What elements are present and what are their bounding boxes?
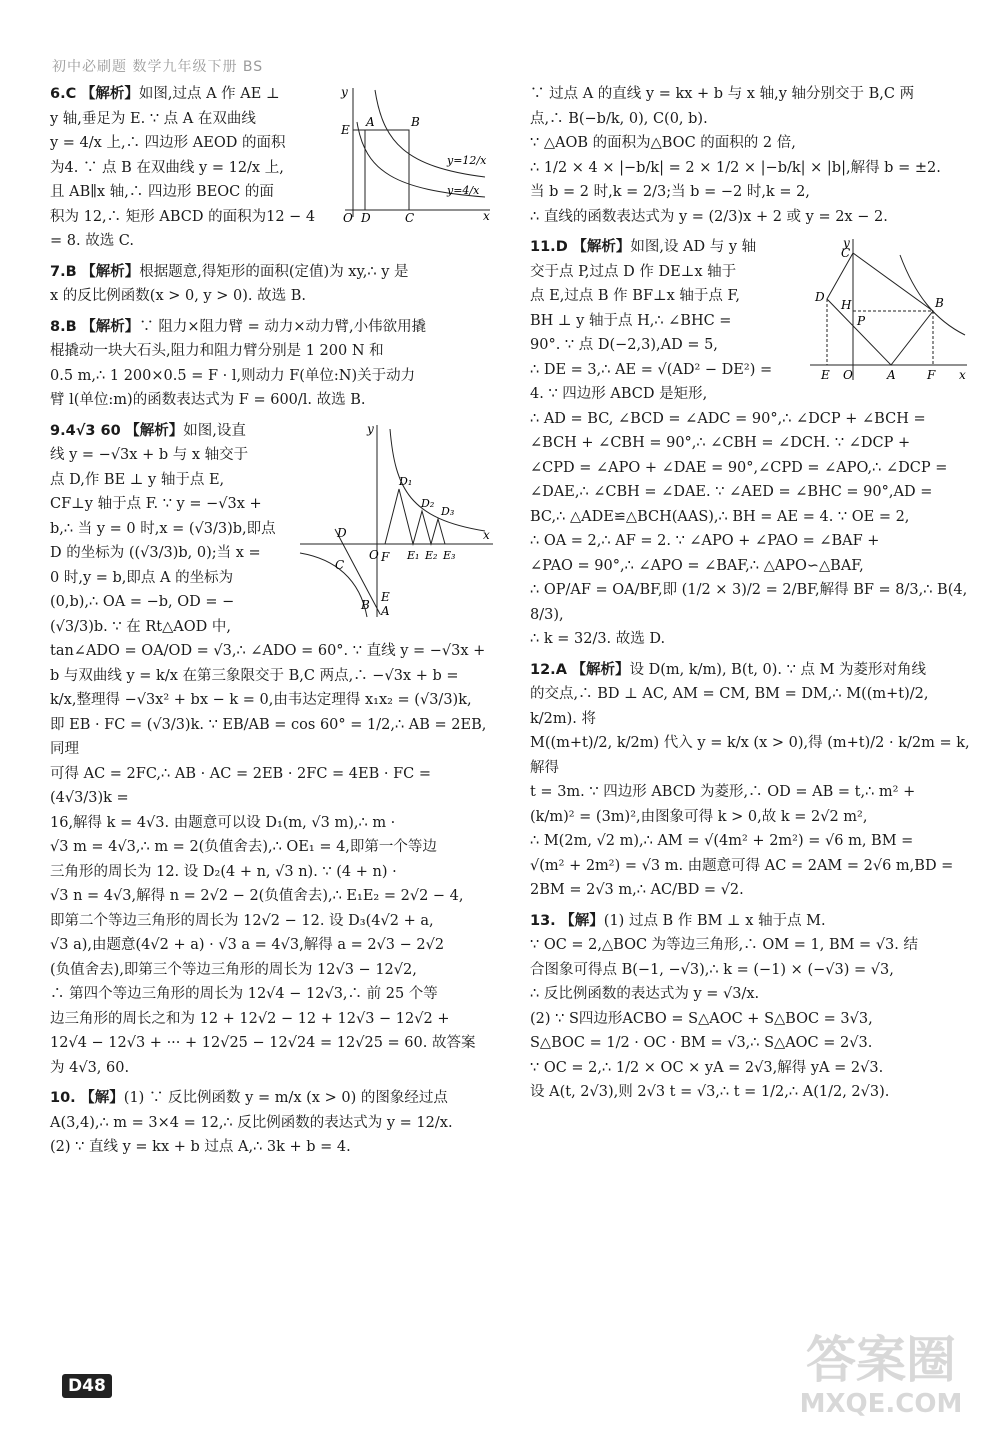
text-line: 的交点,∴ BD ⊥ AC, AM = CM, BM = DM,∴ M((m+t)/2, k/2m). 将 [530,686,929,727]
text-line: b,∴ 当 y = 0 时,x = (√3/3)b,即点 [50,520,276,537]
page-header: 初中必刷题 数学九年级下册 BS [52,59,264,75]
text-line: 棍撬动一块大石头,阻力和阻力臂分别是 1 200 N 和 [50,343,384,359]
fig6-label: D [361,211,371,222]
text-line: tan∠ADO = OA/OD = √3,∴ ∠ADO = 60°. ∵ 直线 y = −√3x + [50,643,486,659]
text-line: 且 AB∥x 轴,∴ 四边形 BEOC 的面 [50,184,274,200]
text-line: 16,解得 k = 4√3. 由题意可以设 D₁(m, √3 m),∴ m · [50,814,396,831]
text-line: BC,∴ △ADE≌△BCH(AAS),∴ BH = AE = 4. ∵ OE = 2, [530,508,910,525]
tag: 【解析】 [80,85,139,102]
answer: B [65,318,77,335]
figure-11 [805,235,970,385]
fig9-label: B [361,597,370,612]
figure-6 [335,82,495,222]
text-line: ∴ 第四个等边三角形的周长为 12√4 − 12√3,∴ 前 25 个等 [50,986,438,1002]
text-line: 12√4 − 12√3 + ··· + 12√25 − 12√24 = 12√25 = 60. 故答案 [50,1035,476,1051]
text-line: y = 4/x 上,∴ 四边形 AEOD 的面积 [50,135,286,151]
problem-13 [530,909,970,1105]
tag: 【解析】 [125,421,184,439]
text-line: ∵ OC = 2,∴ 1/2 × OC × yA = 2√3,解得 yA = 2√3. [530,1059,884,1076]
text-line: 设 A(t, 2√3),则 2√3 t = √3,∴ t = 1/2,∴ A(1/2, 2√3). [530,1084,890,1100]
text-line: (k/m)² = (3m)²,由图象可得 k > 0,故 k = 2√2 m², [530,808,868,825]
text-line: 臂 l(单位:m)的函数表达式为 F = 600/l. 故选 B. [50,392,366,408]
fig6-label: y=4/x [447,184,480,197]
left-column [50,82,495,1166]
text-line: ∠DAE,∴ ∠CBH = ∠DAE. ∵ ∠AED = ∠BHC = 90°,AD = [530,484,933,500]
text-line: 为4. ∵ 点 B 在双曲线 y = 12/x 上, [50,159,284,176]
text-line: 90°. ∵ 点 D(−2,3),AD = 5, [530,337,718,353]
fig9-label: C [335,557,345,572]
text-line: ∠PAO = 90°,∴ ∠APO = ∠BAF,∴ △APO∽△BAF, [530,557,864,574]
text-line: ∴ 反比例函数的表达式为 y = √3/x. [530,986,760,1002]
text-line: b 与双曲线 y = k/x 在第三象限交于 B,C 两点,∴ −√3x + b = [50,667,459,684]
problem-12 [530,658,970,903]
fig9-label: E₁ [407,548,420,562]
text-line: x 的反比例函数(x > 0, y > 0). 故选 B. [50,288,306,304]
text-line: 如图,设 AD 与 y 轴 [630,239,757,255]
answer: A [555,661,567,678]
text-line: ∴ AD = BC, ∠BCD = ∠ADC = 90°,∴ ∠DCP + ∠BCH = [530,410,926,427]
text-line: 2BM = 2√3 m,∴ AC/BD = √2. [530,882,744,898]
problem-number: 11. [530,239,556,255]
problem-7 [50,260,495,309]
text-line: (1) 过点 B 作 BM ⊥ x 轴于点 M. [603,912,826,929]
fig11-label: O [843,368,853,382]
text-line: 设 D(m, k/m), B(t, 0). ∵ 点 M 为菱形对角线 [629,661,927,678]
fig9-label: D₂ [421,496,435,510]
text-line: √3 m = 4√3,∴ m = 2(负值舍去),∴ OE₁ = 4,即第一个等边 [50,839,437,855]
text-line: (1) ∵ 反比例函数 y = m/x (x > 0) 的图象经过点 [123,1090,448,1106]
fig11-label: y [843,236,850,250]
text-line: ∠BCH + ∠CBH = 90°,∴ ∠CBH = ∠DCH. ∵ ∠DCP + [530,435,911,451]
text-line: 当 b = 2 时,k = 2/3;当 b = −2 时,k = 2, [530,184,810,200]
text-line: 合图象可得点 B(−1, −√3),∴ k = (−1) × (−√3) = √3, [530,961,894,978]
answer: B [65,263,77,280]
tag: 【解析】 [572,238,631,255]
problem-10-continued [530,82,970,229]
fig11-label: P [857,314,866,328]
text-line: 0 时,y = b,即点 A 的坐标为 [50,569,234,586]
text-line: 线 y = −√3x + b 与 x 轴交于 [50,447,249,463]
fig9-label: y [367,421,374,436]
text-line: ∵ △AOB 的面积为△BOC 的面积的 2 倍, [530,135,796,151]
text-line: 点,∴ B(−b/k, 0), C(0, b). [530,110,708,127]
fig9-label: F [381,549,390,564]
text-line: 根据题意,得矩形的面积(定值)为 xy,∴ y 是 [139,263,409,280]
fig9-label: O [369,547,379,562]
text-line: √3 n = 4√3,解得 n = 2√2 − 2(负值舍去),∴ E₁E₂ = 2√2 − 4, [50,888,464,904]
text-line: (负值舍去),即第三个等边三角形的周长为 12√3 − 12√2, [50,961,417,978]
fig11-label: C [841,246,851,260]
text-line: 0.5 m,∴ 1 200×0.5 = F · l,则动力 F(单位:N)关于动力 [50,367,416,384]
text-line: ∴ 1/2 × 4 × |−b/k| = 2 × 1/2 × |−b/k| × |b|,解得 b = ±2. [530,159,941,176]
text-line: 点 D,作 BE ⊥ y 轴于点 E, [50,471,225,488]
text-line: ∴ DE = 3,∴ AE = √(AD² − DE²) = [530,361,773,378]
fig11-label: E [821,368,830,382]
problem-9 [50,419,495,1081]
fig11-label: x [959,368,966,382]
text-line: ∴ 直线的函数表达式为 y = (2/3)x + 2 或 y = 2x − 2. [530,208,888,225]
figure-9 [295,419,495,619]
text-line: (0,b),∴ OA = −b, OD = −(√3/3)b. ∵ 在 Rt△AOD 中, [50,594,235,635]
text-line: 三角形的周长为 12. 设 D₂(4 + n, √3 n). ∵ (4 + n) · [50,863,397,880]
problem-8 [50,315,495,413]
right-column [530,82,970,1111]
text-line: D 的坐标为 ((√3/3)b, 0);当 x = [50,545,261,561]
problem-number: 12. [530,661,556,678]
text-line: (2) ∵ S四边形ACBO = S△AOC + S△BOC = 3√3, [530,1010,873,1027]
fig9-label: A [381,603,390,618]
text-line: ∴ k = 32/3. 故选 D. [530,631,666,647]
fig9-label: E [381,589,390,604]
text-line: 即 EB · FC = (√3/3)k. ∵ EB/AB = cos 60° = 1/2,∴ AB = 2EB,同理 [50,716,487,757]
text-line: BH ⊥ y 轴于点 H,∴ ∠BHC = [530,312,732,329]
problem-10 [50,1086,495,1160]
fig9-label: D₁ [399,474,413,488]
problem-number: 10. [50,1090,76,1106]
watermark-logo [786,1331,976,1426]
text-line: 边三角形的周长之和为 12 + 12√2 − 12 + 12√3 − 12√2 + [50,1010,450,1027]
text-line: M((m+t)/2, k/2m) 代入 y = k/x (x > 0),得 (m+t)/2 · k/2m = k,解得 [530,735,970,776]
text-line: ∵ 过点 A 的直线 y = kx + b 与 x 轴,y 轴分别交于 B,C 两 [530,86,915,102]
text-line: 即第二个等边三角形的周长为 12√2 − 12. 设 D₃(4√2 + a, [50,912,434,929]
fig6-label: y=12/x [447,154,487,167]
tag: 【解】 [80,1089,124,1106]
answer: C [65,86,77,102]
fig11-label: A [887,368,896,382]
fig9-label: x [483,527,490,542]
fig6-label: E [341,123,350,137]
tag: 【解析】 [81,262,140,280]
text-line: ∵ OC = 2,△BOC 为等边三角形,∴ OM = 1, BM = √3. 结 [530,937,919,953]
text-line: t = 3m. ∵ 四边形 ABCD 为菱形,∴ OD = AB = t,∴ m² + [530,784,916,800]
text-line: 可得 AC = 2FC,∴ AB · AC = 2EB · 2FC = 4EB · FC = (4√3/3)k = [50,765,431,806]
watermark-title: 答案圈 [806,1331,956,1389]
text-line: CF⊥y 轴于点 F. ∵ y = −√3x + [50,496,262,512]
fig11-label: B [935,296,944,310]
answer: D [555,239,568,255]
text-line: k/x,整理得 −√3x² + bx − k = 0,由韦达定理得 x₁x₂ = (√3/3)k, [50,692,472,708]
tag: 【解析】 [571,660,630,678]
text-line: ∴ OA = 2,∴ AF = 2. ∵ ∠APO + ∠PAO = ∠BAF + [530,533,880,549]
text-line: ∵ 阻力×阻力臂 = 动力×动力臂,小伟欲用撬 [139,318,427,335]
tag: 【解析】 [81,317,140,335]
problem-number: 9. [50,422,66,439]
tag: 【解】 [560,911,604,929]
text-line: S△BOC = 1/2 · OC · BM = √3,∴ S△AOC = 2√3. [530,1035,873,1051]
text-line: ∠CPD = ∠APO + ∠DAE = 90°,∠CPD = ∠APO,∴ ∠DCP = [530,459,948,476]
problem-number: 8. [50,318,66,335]
fig9-label: D₃ [441,504,455,518]
text-line: (2) ∵ 直线 y = kx + b 过点 A,∴ 3k + b = 4. [50,1139,351,1155]
text-line: ∴ M(2m, √2 m),∴ AM = √(4m² + 2m²) = √6 m, BM = [530,833,914,849]
problem-number: 6. [50,86,66,102]
problem-11 [530,235,970,652]
fig9-label: D [337,525,347,540]
answer: 4√3 60 [65,422,121,439]
problem-6 [50,82,495,254]
text-line: √3 a),由题意(4√2 + a) · √3 a = 4√3,解得 a = 2√3 − 2√2 [50,937,445,953]
text-line: 如图,设直 [183,422,246,439]
fig6-label: x [483,209,490,222]
text-line: √(m² + 2m²) = √3 m. 由题意可得 AC = 2AM = 2√6 m,BD = [530,857,954,874]
fig11-label: D [815,290,825,304]
text-line: 如图,过点 A 作 AE ⊥ [138,86,280,102]
text-line: ∴ OP/AF = OA/BF,即 (1/2 × 3)/2 = 2/BF,解得 BF = 8/3,∴ B(4, 8/3), [530,582,968,623]
problem-number: 13. [530,912,556,929]
fig11-label: F [927,368,936,382]
text-line: 交于点 P,过点 D 作 DE⊥x 轴于 [530,263,737,280]
fig6-label: y [341,85,348,99]
problem-number: 7. [50,263,66,280]
fig6-label: C [405,211,415,222]
fig11-label: H [841,298,852,312]
fig6-label: A [366,115,375,129]
text-line: 点 E,过点 B 作 BF⊥x 轴于点 F, [530,288,740,304]
text-line: 4. ∵ 四边形 ABCD 是矩形, [530,386,708,402]
text-line: 积为 12,∴ 矩形 ABCD 的面积为12 − 4 = 8. 故选 C. [50,208,316,249]
fig6-label: B [411,115,420,129]
fig9-label: E₃ [443,548,456,562]
text-line: y 轴,垂足为 E. ∵ 点 A 在双曲线 [50,110,256,127]
text-line: A(3,4),∴ m = 3×4 = 12,∴ 反比例函数的表达式为 y = 12/x. [50,1114,453,1131]
page-number: D48 [62,1374,112,1398]
fig9-label: E₂ [425,548,438,562]
text-line: 为 4√3, 60. [50,1059,130,1076]
fig6-label: O [343,211,353,222]
watermark-url: MXQE.COM [799,1389,963,1419]
